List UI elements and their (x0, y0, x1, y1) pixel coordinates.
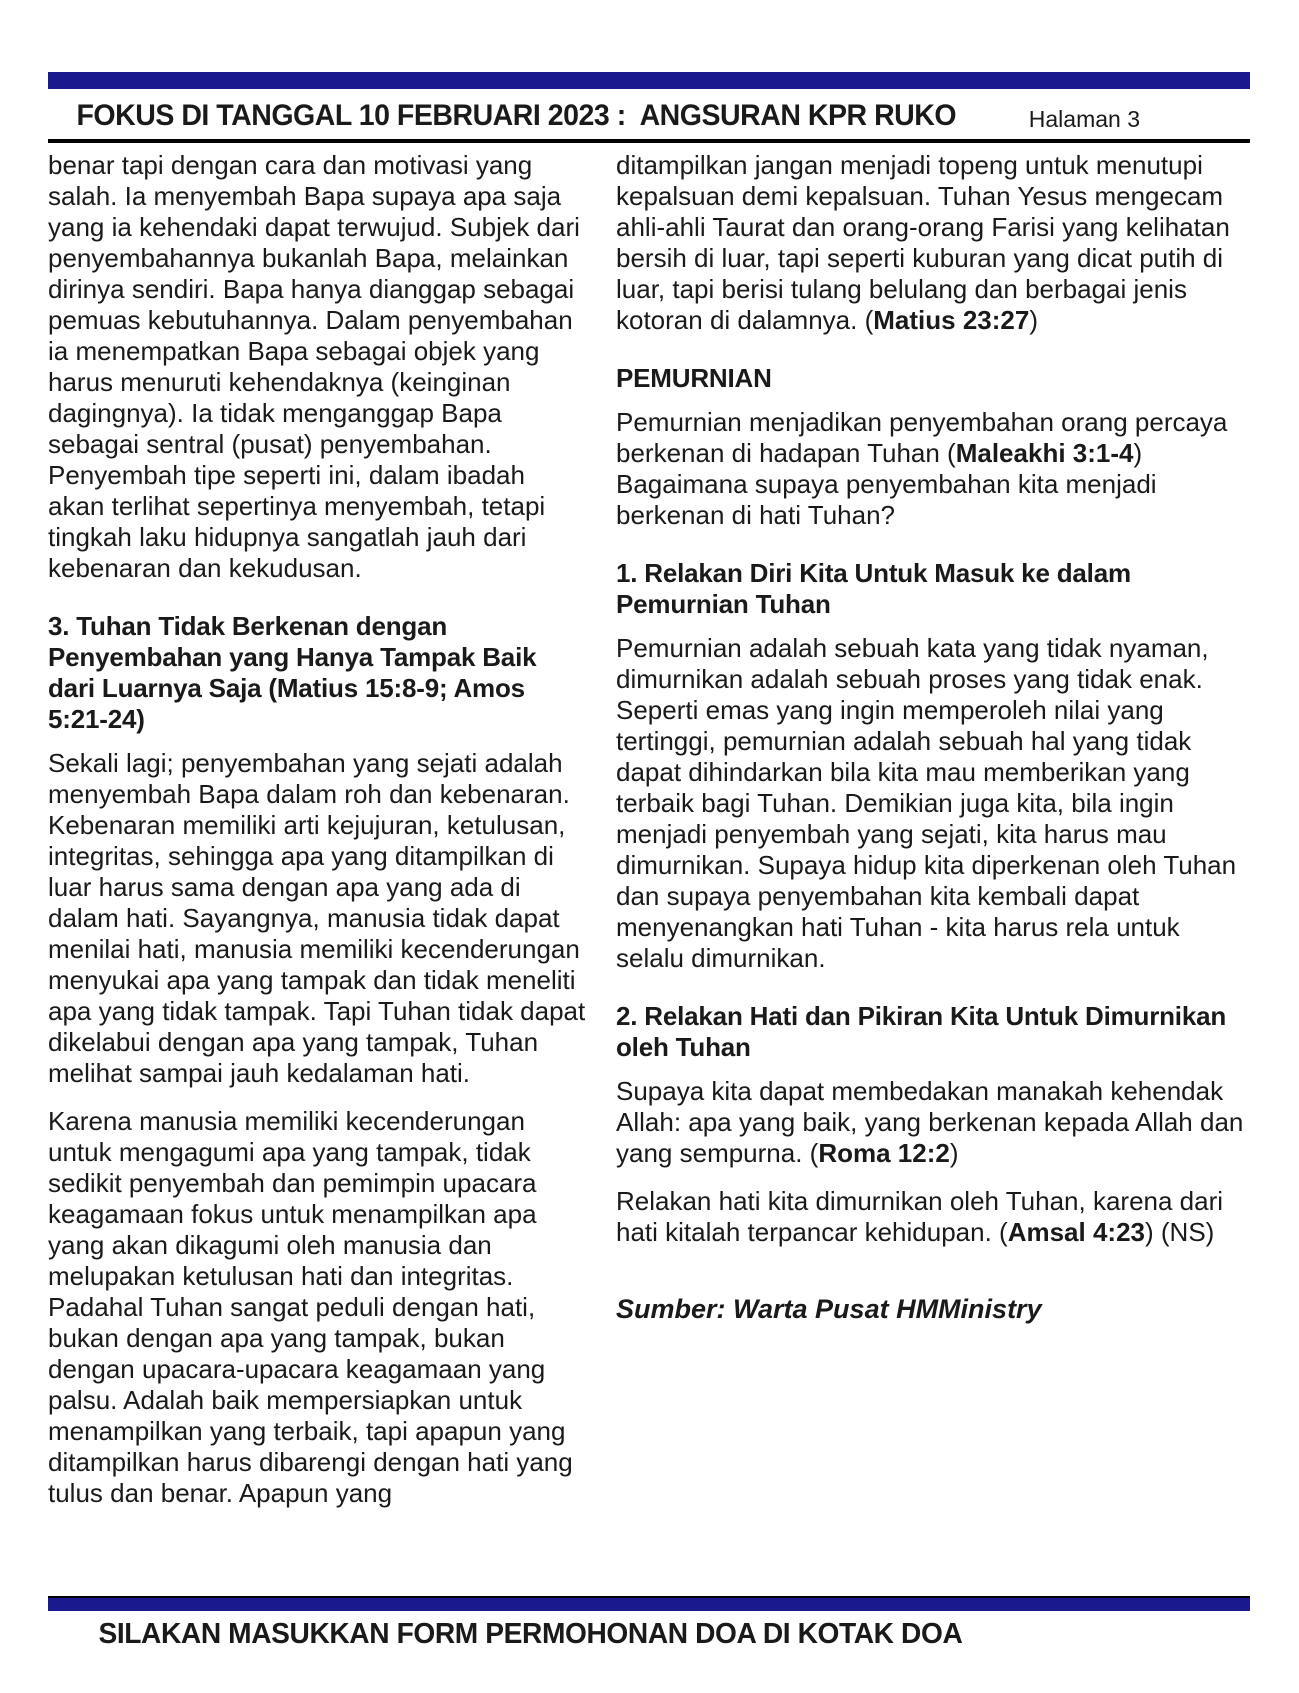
paragraph: Pemurnian menjadikan penyembahan orang percaya berkenan di hadapan Tuhan (Maleakhi 3:1-4) Bagaimana supaya penyembahan kita menjadi berkenan di hati Tuhan? (616, 407, 1228, 530)
page-header (48, 93, 1250, 133)
left-column (48, 150, 588, 1583)
right-column (616, 150, 1250, 1583)
bottom-divider-bar (48, 1596, 1250, 1611)
section-heading: 3. Tuhan Tidak Berkenan dengan Penyembahan yang Hanya Tampak Baik dari Luarnya Saja (Matius 15:8-9; Amos 5:21-24) (48, 611, 537, 734)
paragraph: benar tapi dengan cara dan motivasi yang salah. Ia menyembah Bapa supaya apa saja yang ia kehendaki dapat terwujud. Subjek dari penyembahannya bukanlah Bapa, melainkan dirinya sendiri. Bapa hanya dianggap sebagai pemuas kebutuhannya. Dalam penyembahan ia menempatkan Bapa sebagai objek yang harus menuruti kehendaknya (keinginan dagingnya). Ia tidak menganggap Bapa sebagai sentral (pusat) penyembahan. Penyembah tipe seperti ini, dalam ibadah akan terlihat sepertinya menyembah, tetapi tingkah laku hidupnya sangatlah jauh dari kebenaran dan kekudusan. (48, 150, 580, 583)
article-body (48, 150, 1250, 1583)
section-heading: PEMURNIAN (616, 363, 772, 393)
paragraph: Relakan hati kita dimurnikan oleh Tuhan, karena dari hati kitalah terpancar kehidupan. (Amsal 4:23) (NS) (616, 1186, 1224, 1247)
paragraph: Karena manusia memiliki kecenderungan untuk mengagumi apa yang tampak, tidak sedikit penyembah dan pemimpin upacara keagamaan fokus untuk menampilkan apa yang akan dikagumi oleh manusia dan melupakan ketulusan hati dan integritas. Padahal Tuhan sangat peduli dengan hati, bukan dengan apa yang tampak, bukan dengan upacara-upacara keagamaan yang palsu. Adalah baik mempersiapkan untuk menampilkan yang terbaik, tapi apapun yang ditampilkan harus dibarengi dengan hati yang tulus dan benar. Apapun yang (48, 1106, 573, 1508)
header-rule (48, 139, 1250, 143)
paragraph: Sekali lagi; penyembahan yang sejati adalah menyembah Bapa dalam roh dan kebenaran. Kebenaran memiliki arti kejujuran, ketulusan, integritas, sehingga apa yang ditampilkan di luar harus sama dengan apa yang ada di dalam hati. Sayangnya, manusia tidak dapat menilai hati, manusia memiliki kecenderungan menyukai apa yang tampak dan tidak meneliti apa yang tidak tampak. Tapi Tuhan tidak dapat dikelabui dengan apa yang tampak, Tuhan melihat sampai jauh kedalaman hati. (48, 748, 586, 1088)
footer-announcement: SILAKAN MASUKKAN FORM PERMOHONAN DOA DI KOTAK DOA (98, 1618, 963, 1650)
page-number-label: Halaman 3 (1028, 106, 1140, 132)
section-heading: 1. Relakan Diri Kita Untuk Masuk ke dalam Pemurnian Tuhan (616, 558, 1131, 619)
section-heading: 2. Relakan Hati dan Pikiran Kita Untuk Dimurnikan oleh Tuhan (616, 1001, 1227, 1062)
top-divider-bar (48, 72, 1250, 89)
paragraph: ditampilkan jangan menjadi topeng untuk menutupi kepalsuan demi kepalsuan. Tuhan Yesus mengecam ahli-ahli Taurat dan orang-orang Farisi yang kelihatan bersih di luar, tapi seperti kuburan yang dicat putih di luar, tapi berisi tulang belulang dan berbagai jenis kotoran di dalamnya. (Matius 23:27) (616, 150, 1230, 335)
paragraph: Pemurnian adalah sebuah kata yang tidak nyaman, dimurnikan adalah sebuah proses yang tidak enak. Seperti emas yang ingin memperoleh nilai yang tertinggi, pemurnian adalah sebuah hal yang tidak dapat dihindarkan bila kita mau memberikan yang terbaik bagi Tuhan. Demikian juga kita, bila ingin menjadi penyembah yang sejati, kita harus mau dimurnikan. Supaya hidup kita diperkenan oleh Tuhan dan supaya penyembahan kita kembali dapat menyenangkan hati Tuhan - kita harus rela untuk selalu dimurnikan. (616, 633, 1237, 973)
source-credit: Sumber: Warta Pusat HMMinistry (616, 1294, 1042, 1324)
page-title: FOKUS DI TANGGAL 10 FEBRUARI 2023 : ANGSURAN KPR RUKO (76, 99, 957, 132)
paragraph: Supaya kita dapat membedakan manakah kehendak Allah: apa yang baik, yang berkenan kepada Allah dan yang sempurna. (Roma 12:2) (616, 1076, 1244, 1168)
